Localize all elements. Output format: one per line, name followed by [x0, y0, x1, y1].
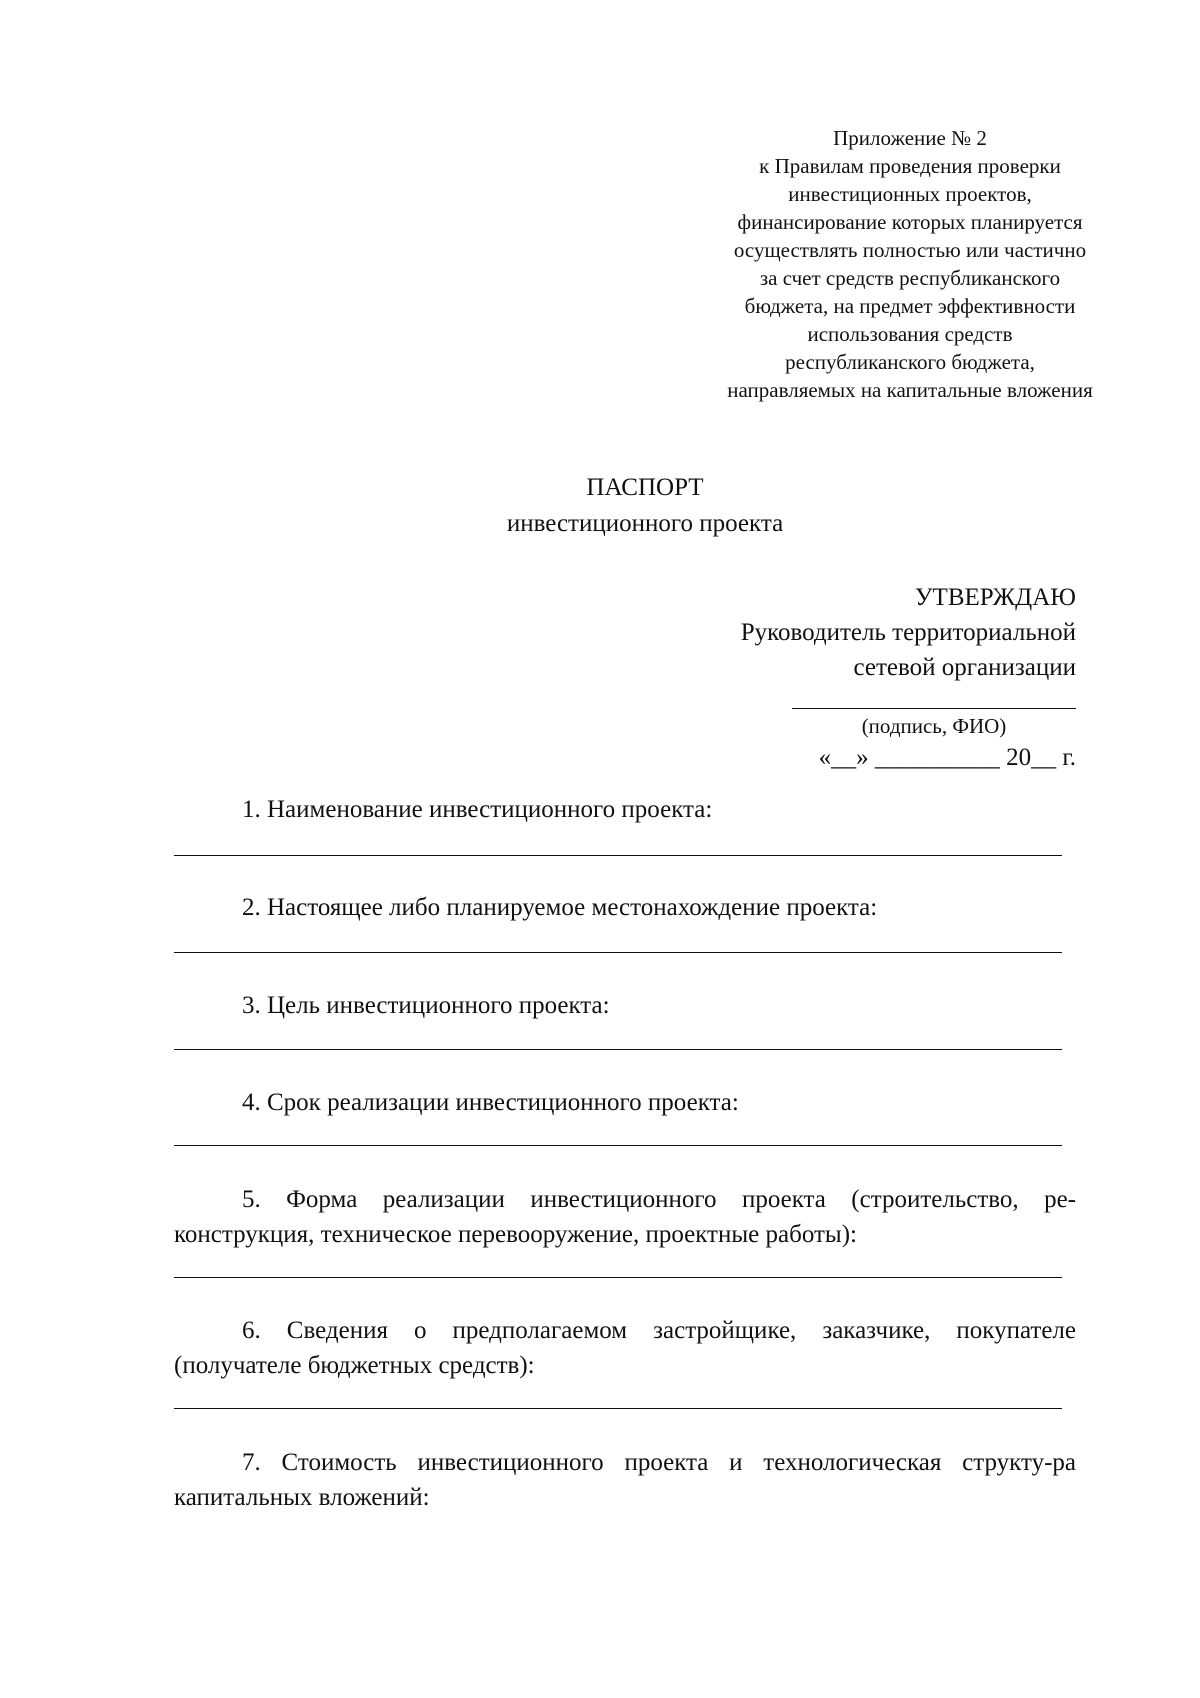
signature-hint: (подпись, ФИО): [861, 714, 1007, 738]
approval-block: [576, 580, 1076, 685]
appendix-line: бюджета, на предмет эффективности: [744, 294, 1076, 318]
section-4: [174, 1085, 1076, 1120]
fill-line: [174, 855, 1062, 856]
section-label: 3. Цель инвестиционного проекта:: [242, 992, 610, 1019]
section-6: [174, 1313, 1076, 1383]
appendix-line: к Правилам проведения проверки: [759, 154, 1061, 178]
section-3: [174, 988, 1076, 1023]
fill-line: [174, 1049, 1062, 1050]
appendix-line: за счет средств республиканского: [759, 266, 1061, 290]
approval-heading: УТВЕРЖДАЮ: [914, 584, 1076, 611]
fill-line: [174, 1145, 1062, 1146]
document-title: ПАСПОРТ: [586, 474, 704, 501]
fill-line: [174, 1408, 1062, 1409]
section-1: [174, 792, 1076, 827]
section-label: 6. Сведения о предполагаемом застройщике, заказчике, покупателе (получателе бюджетных средств):: [174, 1317, 1076, 1379]
section-label: 5. Форма реализации инвестиционного проекта (строительство, ре-конструкция, техническое перевооружение, проектные работы):: [174, 1186, 1076, 1248]
section-7: [174, 1445, 1076, 1515]
section-label: 1. Наименование инвестиционного проекта:: [242, 796, 713, 823]
appendix-line: осуществлять полностью или частично: [733, 238, 1087, 262]
fill-line: [174, 1277, 1062, 1278]
approval-position-line: сетевой организации: [853, 654, 1076, 681]
approval-date: «__» __________ 20__ г.: [818, 744, 1076, 771]
section-label: 2. Настоящее либо планируемое местонахождение проекта:: [242, 894, 878, 921]
document-subtitle: инвестиционного проекта: [506, 510, 784, 537]
approval-position-line: Руководитель территориальной: [740, 619, 1076, 646]
appendix-line: Приложение № 2: [833, 126, 987, 150]
appendix-line: использования средств: [807, 322, 1013, 346]
appendix-block: [680, 124, 1140, 404]
appendix-line: республиканского бюджета,: [785, 350, 1035, 374]
signature-line: [792, 708, 1076, 709]
section-label: 4. Срок реализации инвестиционного проекта:: [242, 1089, 739, 1116]
section-5: [174, 1182, 1076, 1252]
section-label: 7. Стоимость инвестиционного проекта и технологическая структу-ра капитальных вложений:: [174, 1449, 1076, 1511]
fill-line: [174, 952, 1062, 953]
section-2: [174, 890, 1076, 925]
appendix-line: финансирование которых планируется: [737, 210, 1083, 234]
appendix-line: инвестиционных проектов,: [788, 182, 1032, 206]
appendix-line: направляемых на капитальные вложения: [727, 378, 1093, 402]
